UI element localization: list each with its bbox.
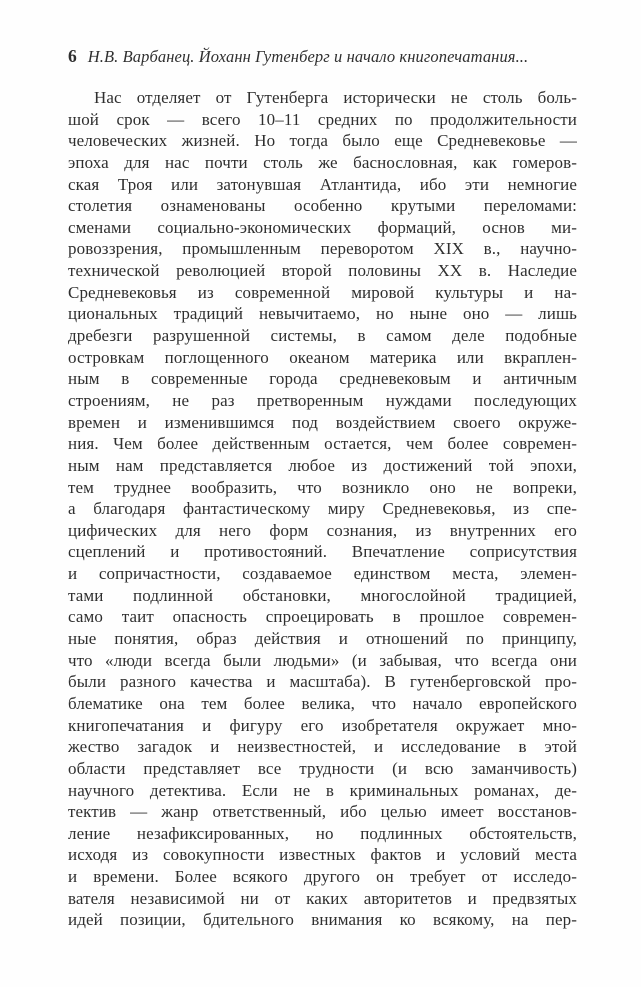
body-text-line: столетия ознаменованы особенно крутыми переломами: <box>68 196 577 216</box>
body-text-line: блематике она тем более велика, что начало европейского <box>68 693 577 713</box>
body-text-line: само таит опасность спроецировать в прошлое современ- <box>68 607 577 627</box>
body-text-line: тем труднее вообразить, что возникло оно не вопреки, <box>68 477 577 497</box>
body-text-line: дребезги разрушенной системы, в самом деле подобные <box>68 326 577 346</box>
body-text-line: исходя из совокупности известных фактов и условий места <box>68 845 577 865</box>
body-text-line: ным нам представляется любое из достижений той эпохи, <box>68 455 577 475</box>
body-text-line: области представляет все трудности (и всю заманчивость) <box>68 758 577 778</box>
body-text-line: ным в современные города средневековым и античным <box>68 369 577 389</box>
body-text-line: эпоха для нас почти столь же баснословная, как гомеров- <box>68 152 577 172</box>
running-title: Н.В. Варбанец. Йоханн Гутенберг и начало книгопечатания... <box>87 47 529 66</box>
body-text-line: тектив — жанр ответственный, ибо целью имеет восстанов- <box>68 802 577 822</box>
body-text-line: строениям, не раз претворенным нуждами последующих <box>68 390 577 410</box>
body-text-line: циональных традиций невычитаемо, но ныне оно — лишь <box>68 304 577 324</box>
body-text-line: книгопечатания и фигуру его изобретателя окружает мно- <box>68 715 577 735</box>
body-text-line: жество загадок и неизвестностей, и исследование в этой <box>68 737 577 757</box>
body-text-line: были разного качества и масштаба). В гутенберговской про- <box>68 672 577 692</box>
body-text-line: что «люди всегда были людьми» (и забывая, что всегда они <box>68 650 577 670</box>
body-text-line: вателя независимой ни от каких авторитетов и предвзятых <box>68 888 577 908</box>
body-text-line: ния. Чем более действенным остается, чем более современ- <box>68 434 577 454</box>
body-text-line: а благодаря фантастическому миру Средневековья, из спе- <box>68 499 577 519</box>
body-text-line: времен и изменившимся под воздействием своего окруже- <box>68 412 577 432</box>
body-text-line: сцеплений и противостояний. Впечатление соприсутствия <box>68 542 577 562</box>
body-text-line: ные понятия, образ действия и отношений по принципу, <box>68 629 577 649</box>
body-text-line: ская Троя или затонувшая Атлантида, ибо эти немногие <box>68 174 577 194</box>
body-text-line: шой срок — всего 10–11 средних по продолжительности <box>68 109 577 129</box>
body-text-line: научного детектива. Если не в криминальных романах, де- <box>68 780 577 800</box>
body-text-line: ровоззрения, промышленным переворотом XIX в., научно- <box>68 239 577 259</box>
body-text-line: и времени. Более всякого другого он требует от исследо- <box>68 867 577 887</box>
body-text-line: Средневековья из современной мировой культуры и на- <box>68 282 577 302</box>
body-text-line: островкам поглощенного океаном материка или вкраплен- <box>68 347 577 367</box>
body-text-line: тами подлинной обстановки, многослойной традицией, <box>68 585 577 605</box>
body-text-line: цифических для него форм сознания, из внутренних его <box>68 520 577 540</box>
page-number: 6 <box>68 46 77 66</box>
body-text-line: технической революцией второй половины XX в. Наследие <box>68 261 577 281</box>
body-text-line: человеческих жизней. Но тогда было еще Средневековье — <box>68 131 577 151</box>
page-header <box>68 46 577 67</box>
body-text-line: идей позиции, бдительного внимания ко всякому, на пер- <box>68 910 577 930</box>
body-text-line: и сопричастности, создаваемое единством места, элемен- <box>68 564 577 584</box>
body-text-line: ление незафиксированных, но подлинных обстоятельств, <box>68 823 577 843</box>
body-text-line: сменами социально-экономических формаций, основ ми- <box>68 217 577 237</box>
body-text-line: Нас отделяет от Гутенберга исторически не столь боль- <box>94 88 577 107</box>
body-paragraph <box>68 87 577 931</box>
